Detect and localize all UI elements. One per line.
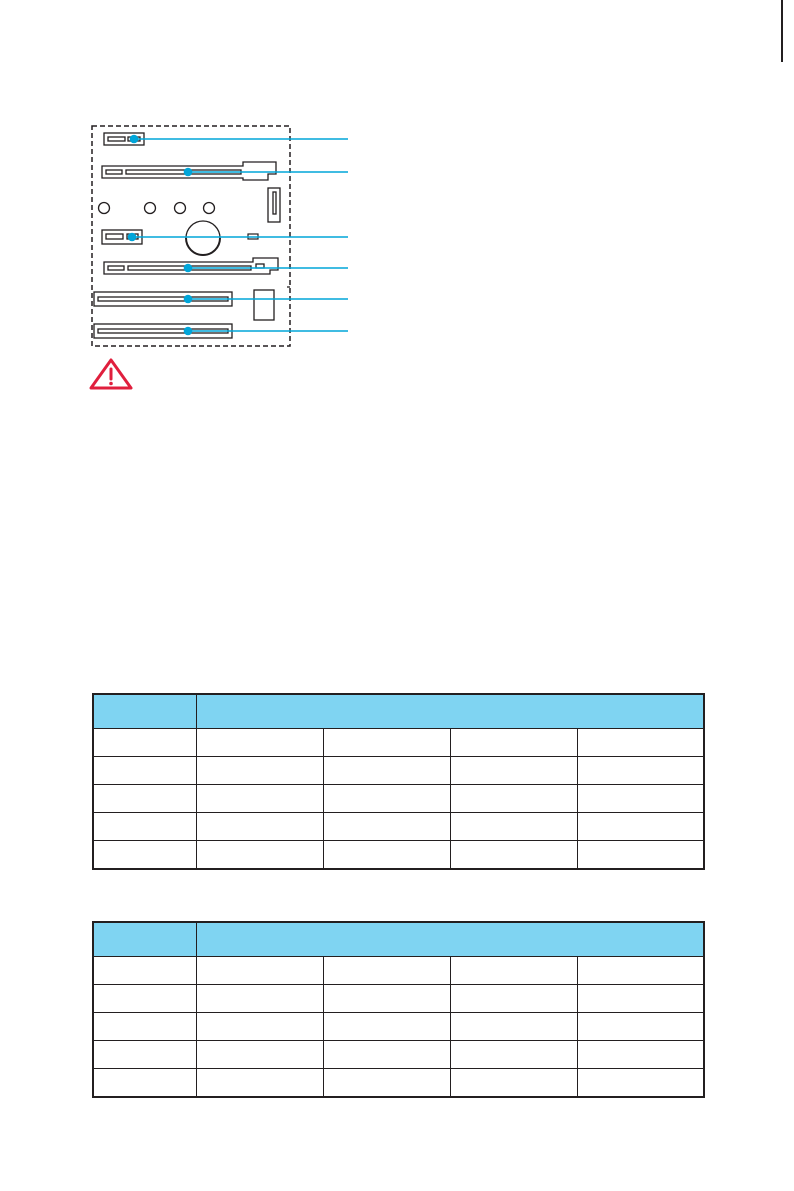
cell <box>196 957 323 985</box>
cell <box>450 1069 577 1098</box>
cell <box>450 1041 577 1069</box>
cell <box>93 729 196 757</box>
cell <box>93 985 196 1013</box>
cell <box>577 985 704 1013</box>
table-row <box>93 813 704 841</box>
chip <box>254 290 274 320</box>
table-row <box>93 757 704 785</box>
table-header-row <box>93 922 704 957</box>
cell <box>323 957 450 985</box>
cell <box>577 757 704 785</box>
cell <box>93 1041 196 1069</box>
cell <box>196 757 323 785</box>
cell <box>196 985 323 1013</box>
cell <box>93 841 196 870</box>
cell <box>577 957 704 985</box>
cell <box>93 785 196 813</box>
cell <box>450 1013 577 1041</box>
cell <box>196 729 323 757</box>
cell <box>323 729 450 757</box>
spec-table-2 <box>92 921 705 1098</box>
table-row <box>93 729 704 757</box>
vertical-header <box>268 188 280 222</box>
cell <box>196 1041 323 1069</box>
table-header-row <box>93 694 704 729</box>
cell <box>577 1013 704 1041</box>
battery-socket <box>186 221 220 255</box>
cell <box>450 785 577 813</box>
cell <box>577 729 704 757</box>
spec-table-1 <box>92 693 705 870</box>
cell <box>323 841 450 870</box>
cell <box>323 985 450 1013</box>
table-header-group <box>196 694 704 729</box>
table-header-label <box>93 922 196 957</box>
cell <box>450 729 577 757</box>
cell <box>196 1013 323 1041</box>
cell <box>323 785 450 813</box>
mounting-holes <box>99 203 215 214</box>
cell <box>450 841 577 870</box>
cell <box>93 757 196 785</box>
cell <box>577 1041 704 1069</box>
table-header-group <box>196 922 704 957</box>
cell <box>577 785 704 813</box>
cell <box>93 813 196 841</box>
cell <box>450 957 577 985</box>
cell <box>323 813 450 841</box>
cell <box>93 1069 196 1098</box>
table-row <box>93 785 704 813</box>
cell <box>323 1069 450 1098</box>
table-row <box>93 957 704 985</box>
cell <box>577 1069 704 1098</box>
cell <box>577 841 704 870</box>
table-header-label <box>93 694 196 729</box>
cell <box>93 1013 196 1041</box>
cell <box>323 1041 450 1069</box>
cell <box>196 813 323 841</box>
cell <box>577 813 704 841</box>
table-row <box>93 1041 704 1069</box>
page-edge-rule <box>781 0 783 62</box>
board-outline <box>92 126 290 346</box>
cell <box>450 757 577 785</box>
expansion-slot-diagram <box>88 122 358 352</box>
cell <box>196 1069 323 1098</box>
table-row <box>93 1013 704 1041</box>
cell <box>323 1013 450 1041</box>
cell <box>196 785 323 813</box>
table-row <box>93 841 704 870</box>
cell <box>450 985 577 1013</box>
warning-triangle-icon <box>88 357 134 391</box>
cell <box>323 757 450 785</box>
table-row <box>93 985 704 1013</box>
cell <box>196 841 323 870</box>
cell <box>450 813 577 841</box>
table-row <box>93 1069 704 1098</box>
cell <box>93 957 196 985</box>
